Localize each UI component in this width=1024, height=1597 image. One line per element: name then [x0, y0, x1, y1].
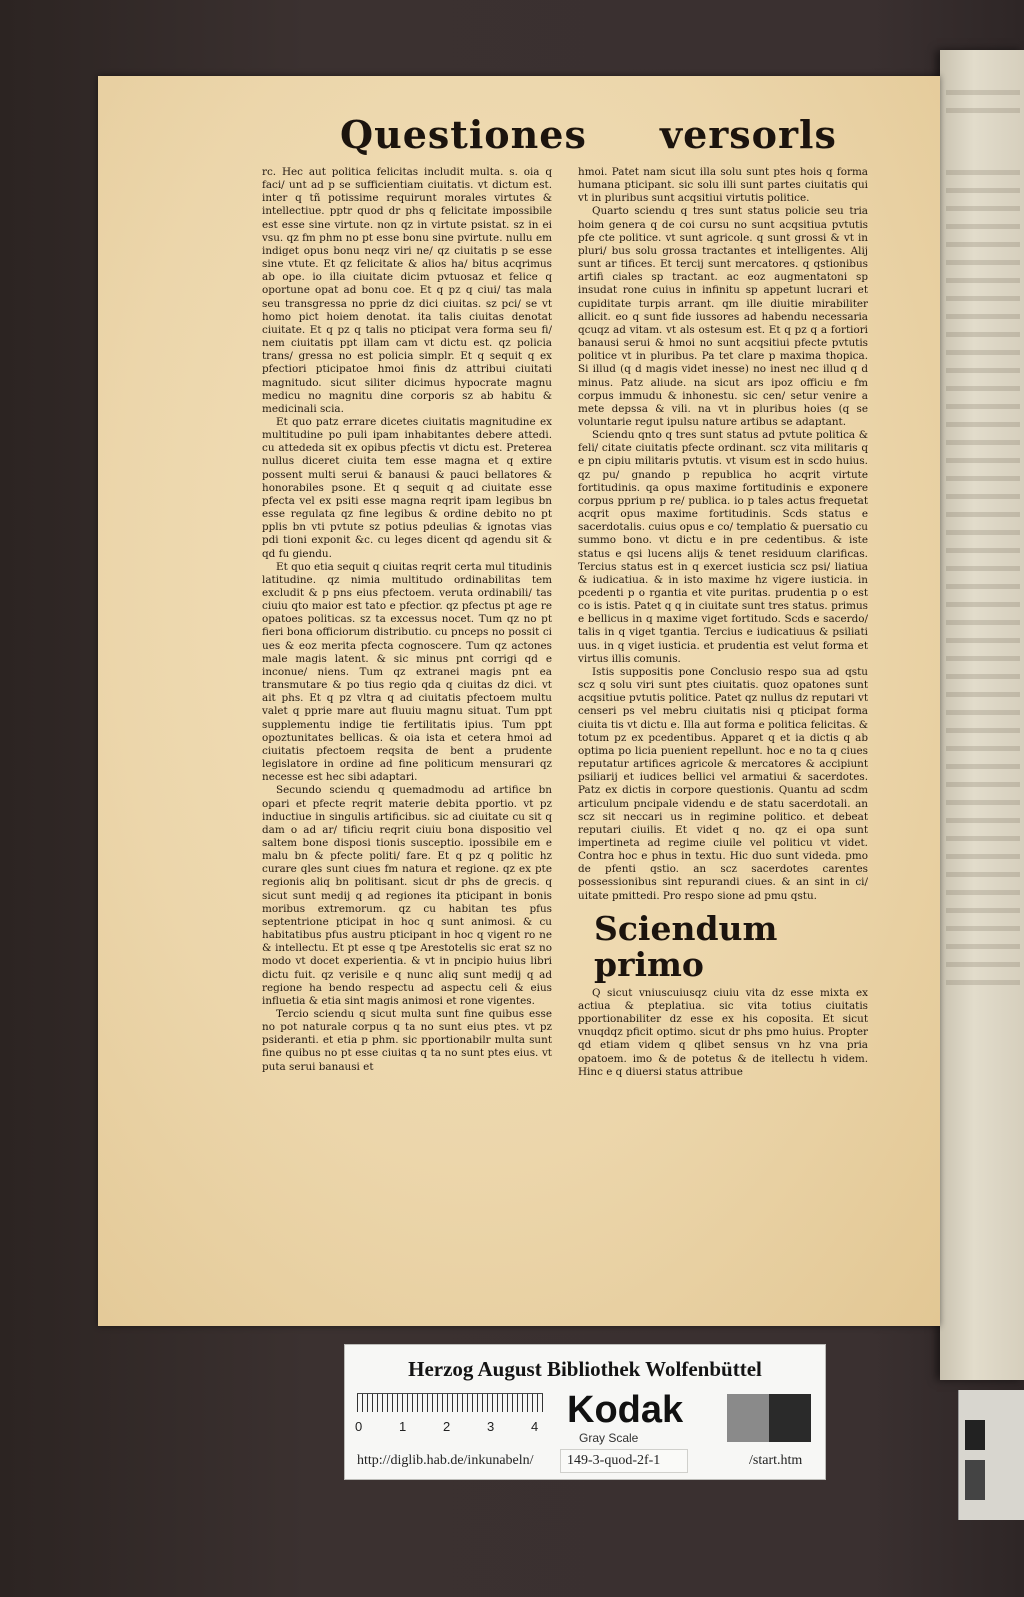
paragraph: Tercio sciendu q sicut multa sunt fine quibus esse no pot naturale corpus q ta no sunt eius ptes. vt pz psideranti. et etia p phm. sic pportionabilr multa sunt fine quibus no pt esse ciuitas q ta no sunt ptes eius. vt puta serui banausi et: [262, 1008, 552, 1073]
paragraph: Q sicut vniuscuiusqz ciuiu vita dz esse mixta ex actiua & pteplatiua. sic vita totius ciuitatis pportionabiliter dz esse ex his coposita. Et sicut vnuqdqz pficit optimo. sicut dr phs pmo huius. Propter qd etiam videm q qlibet sensus vn hz vna pria opatoem. imo & de potetus & de itellectu h videm. Hinc e q diuersi status attribue: [578, 986, 868, 1078]
paragraph: Et quo patz errare dicetes ciuitatis magnitudine ex multitudine po puli ipam inhabitantes debere attedi. cu attededa sit ex opibus pfectis vt dictu est. Preterea nullus diceret ciuita tem esse magna et q extire possent multi serui & banausi & pauci bellatores & honorabiles psone. Et q sequit q ad ciuitate esse pfecta vel ex psiti esse magna reqrit ipam legibus bn esse regulata qz fine legibus & ordine debito no pt pplis bn vti pvtute sz potius pdeulias & ignotas vias pdi tioni exponit &c. cu leges dicent qd agendu sit & qd fu giendu.: [262, 415, 552, 560]
paragraph: Et quo etia sequit q ciuitas reqrit certa mul titudinis latitudine. qz nimia multitudo ordinabilitas tem excludit & p pns eius pfectoem. veruta ordinabili/ tas ciuiu qto maior est tato e pfectior. qz pfectus pt age re opatoes politicas. sz ta excessus nocet. Tum qz no pt fieri bona officiorum distributio. cu pnceps no possit ci ues & eoz merita pfecta cognoscere. Tum qz actones male magis latent. & sic minus pnt corrigi qd e inconue/ niens. Tum qz extranei magis pnt ea transmutare & po tius regio qda q ciuitas dz dici. vt ait phs. Et q pz vltra q ad ciuitatis pfectoem multu valet q pprie mare aut fluuiu magnu situat. Tum ppt supplementu indige tie fertilitatis ipius. Tum ppt opoztunitates bellicas. & oia ista et cetera hmoi ad ciuitatis pfectoem reqsita de bent a prudente legislatore in ordine ad fine politicum mensurari qz necesse est hec sibi adaptari.: [262, 560, 552, 784]
paragraph: Istis suppositis pone Conclusio respo sua ad qstu scz q solu viri sunt ptes ciuitatis. quoz opatones sunt acqsitiue pvtutis politice. Patet qz nullus dz reputari vt censeri ps vel mebru ciuitatis nisi q pticipat forma ciuita tis vt dictu e. Illa aut forma e politica felicitas. & totum pz ex pcedentibus. Apparet q et ia dictis q ab optima po licia puenient repellunt. hoc e no ta q ciues reputatur artifices agricole & mercatores & accipiunt psiliarij et iudices bellici vel armatiui & sacerdotes. Patz ex dictis in corpore questionis. Quantu ad scdm articulum pncipale videndu e de statu sacerdotali. an scz sit neccari us in regimine politico. et debeat reputari ciuilis. Et videt q no. qz ei opa sunt impertineta ad regime ciuile vel politicu vt videt. Contra hoc e phus in textu. Hic duo sunt videda. pmo de pfenti qstio. an scz sacerdotes carentes possessionibus sint repurandi ciues. & an sint in ci/ uitate pmittedi. Pro respo sione ad pmu qstu.: [578, 665, 868, 902]
strip-block: [965, 1460, 985, 1500]
ruler-label: 1: [399, 1419, 407, 1434]
strip-block: [965, 1420, 985, 1450]
paragraph: Quarto sciendu q tres sunt status policie seu tria hoim genera q de coi cursu no sunt acqsitiua pvtutis pfe cte politice. vt sunt agricole. q sunt grossi & vt in pluri/ bus solu grossa tractantes et intelligentes. Alij sunt ar tifices. Et tercij sunt mercatores. q qstionibus artifi ciales sp tractant. ac eoz augmentatoni sp insudat rone cuius in infinitu sp appetunt lucrari et cupiditate turpis arrant. qm ille diuitie mirabiliter allicit. eo q sunt fide iussores ad habendu necessaria qcuqz ad vitam. vt als ostesum est. Et q pz q a fortiori banausi serui & hmoi no sunt acqsitiui pfecte pvtutis politice vt in pluribus. Pa tet clare p maxima thopica. Si illud (q d magis videt inesse) no inest nec illud q d minus. Patz aliude. na sicut ars ipoz officiu e fm corpus immudu & inhonestu. sic cen/ setur venire a mete depssa & vili. na vt in pluribus hoies (q se voluntarie regut ipulsu nature artibus se adaptant.: [578, 205, 868, 428]
second-calibration-strip: [958, 1390, 1024, 1520]
kodak-logo: Kodak: [567, 1389, 684, 1431]
paragraph: rc. Hec aut politica felicitas includit multa. s. oia q faci/ unt ad p se sufficientiam ciuitatis. vt dictum est. inter q tñ potissime requirunt morales virtutes & intellectiue. pptr quod dr phs q felicitate impossibile est esse sine virtute. non qz in virtute psistat. sz in ei vsu. qz fm phm no pt esse bonu sine pvirtute. nullu em indiget opus bonu neqz viri ne/ qz ciuitatis p se esse sine vtute. Et qz felicitate & alios ha/ bitus acqrimus ab ope. io illa ciuitate dicim pvtuosaz et felice q oportune opat ad bonu coe. Et q pz q ciui/ tas mala seu transgressa no pprie dz dici ciuitas. sz pci/ se vt homo pict hoiem denotat. ita talis ciuitas denotat ciuitate. Et q pz q talis no pticipat vera forma seu fi/ nem ciuitatis ppt illam cam vt dictu est. qz policia trans/ gressa no est policia simplr. Et q sequit q ex pfectiori pticipatoe hmoi finis dz attribui ciuitati magnitudo. sicut siliter dicimus hypocrate magnu medicu no magnitu dine corporis sz ab habitu & medicinali scia.: [262, 166, 552, 415]
section-incipit: Sciendum primo: [594, 908, 778, 984]
paragraph: hmoi. Patet nam sicut illa solu sunt ptes hois q forma humana pticipant. sic solu illi sunt partes ciuitatis qui vt in pluribus sunt acqsitiui virtutis politice.: [578, 166, 868, 205]
manuscript-page: [98, 76, 940, 1326]
paragraph: Secundo sciendu q quemadmodu ad artifice bn opari et pfecte reqrit materie debita pportio. vt pz inductiue in singulis artificibus. sic ad ciuitate cu sit q dam o ad ar/ tificiu reqrit ciuiu bona dispositio vel saltem bone disposi tionis susceptio. ipossibile em e malu bn & pfecte politi/ fare. Et q pz q politic hz curare qles sunt ciues fm natura et regione. qz ex pte regionis aliq bn politisant. sicut dr phs de grecis. q sicut sunt medij q ad regiones ita pticipant in bonis moribus extremorum. qz cu habitan tes pfus septentrione pticipat in hoc q sunt animosi. & cu habitatibus pfus austru pticipant in hoc q vigent ro ne & intellectu. Et pt esse q tpe Arestotelis sic erat sz no modo vt docet experientia. & vt in pncipio huius libri dictu fuit. qz verisile e q nunc aliq sunt medij q ad regione ha bendo respectu ad aspectu celi & eius influetia & etia sint magis animosi et rone vigentes.: [262, 784, 552, 1007]
url-id: 149-3-quod-2f-1: [567, 1453, 661, 1468]
library-name: Herzog August Bibliothek Wolfenbüttel: [408, 1357, 762, 1381]
ruler-label: 3: [487, 1419, 495, 1434]
adjacent-page-edge: [940, 50, 1024, 1380]
running-head-right: versorls: [660, 112, 837, 157]
url-suffix: /start.htm: [749, 1453, 803, 1468]
scale-ruler: [357, 1393, 543, 1412]
gray-scale-label: Gray Scale: [579, 1431, 639, 1445]
gray-swatch: [727, 1394, 769, 1442]
dark-swatch: [769, 1394, 811, 1442]
ruler-label: 2: [443, 1419, 451, 1434]
ruler-label: 0: [355, 1419, 363, 1434]
color-calibration-target: [344, 1344, 826, 1480]
running-head-left: Questiones: [340, 112, 587, 157]
ruler-label: 4: [531, 1419, 539, 1434]
text-column-left: [262, 166, 552, 1096]
url-prefix: http://diglib.hab.de/inkunabeln/: [357, 1453, 534, 1468]
text-column-right: [578, 166, 868, 1096]
paragraph: Sciendu qnto q tres sunt status ad pvtute politica & feli/ citate ciuitatis pfecte ordinant. scz vita militaris q e pn cipiu militaris pvtutis. vt visum est in scdo huius. qz pu/ gnando p republica ho acqrit virtute fortitudinis. qa opus maxime fortitudinis e exponere corpus pprium p re/ publica. io p tales actus frequetat acqrit opus maxime fortitudinis. Scds status e sacerdotalis. cuius opus e co/ templatio & puersatio cu summo bono. vt dictu e in pre cedentibus. & iste status e qsi lucens alijs & tenet residuum clarificas. Tercius status est in q exercet iusticia scz psi/ liatiua & iudicatiua. & in isto maxime hz vigere iusticia. in pcedenti p o rgantia et vite puritas. prudentia p o est co is istis. Patet q q in ciuitate sunt tres status. primus e bellicus in q maxime viget fortitudo. Scds e sacerdo/ talis in q viget tgantia. Tercius e iudicatiuus & psiliati uus. in q viget iusticia. et prudentia est velut forma et virtus illis comunis.: [578, 429, 868, 665]
